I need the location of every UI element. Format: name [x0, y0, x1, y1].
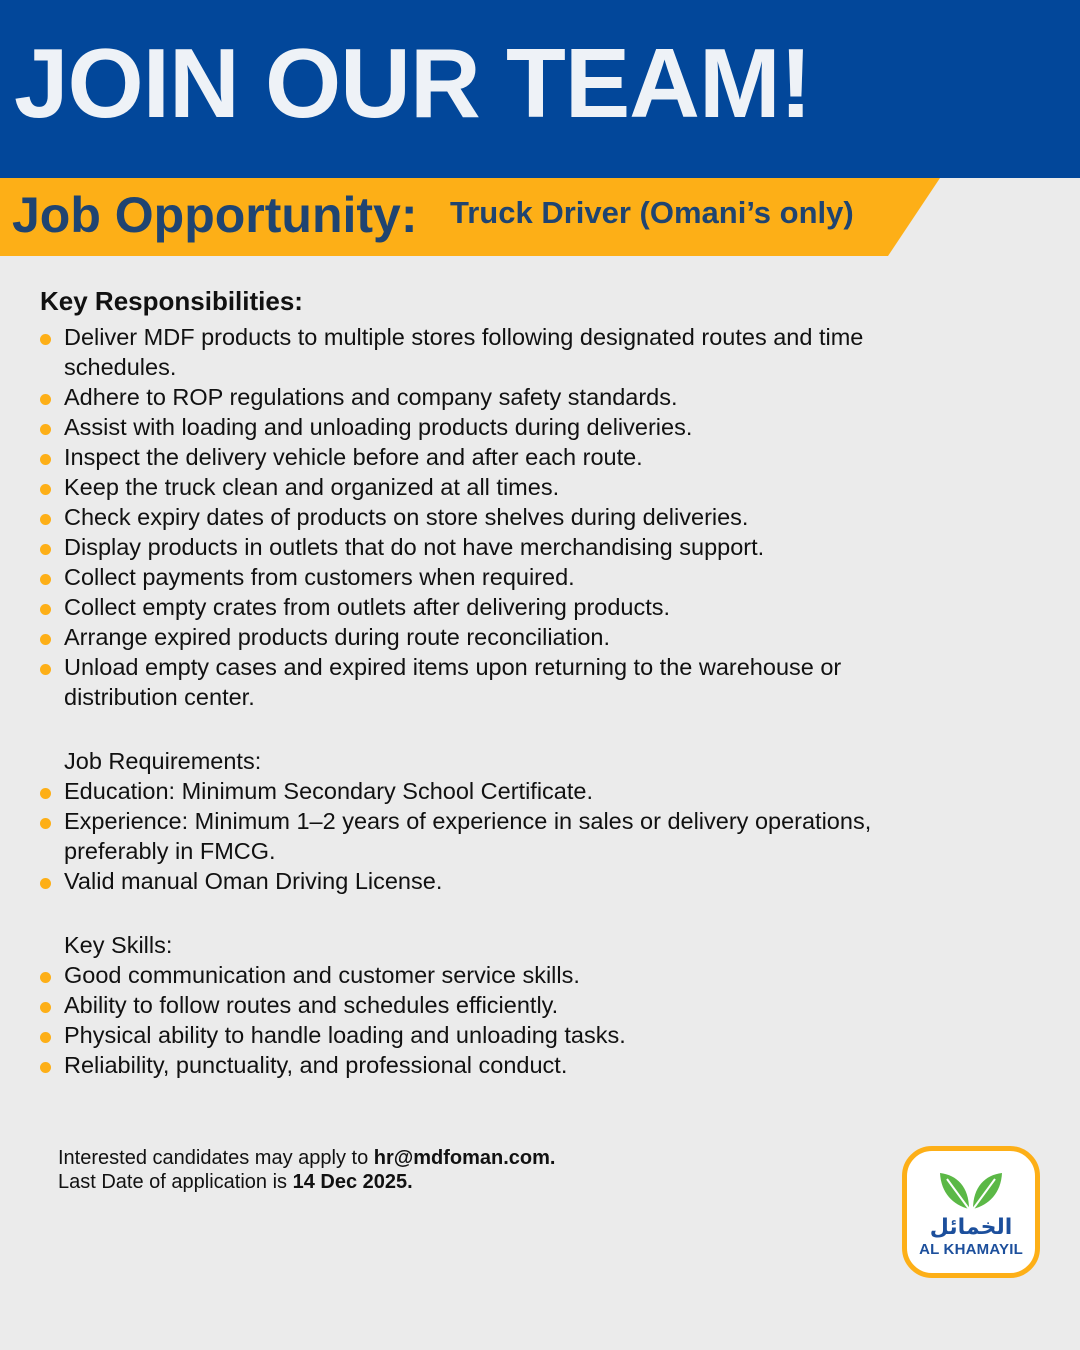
bullet-icon: [40, 484, 51, 495]
bullet-icon: [40, 334, 51, 345]
list-item: [0, 322, 1000, 382]
list-item-text: Collect empty crates from outlets after delivering products.: [64, 594, 671, 620]
list-item: [0, 412, 1000, 442]
bullet-icon: [40, 454, 51, 465]
list-item-text: Check expiry dates of products on store shelves during deliveries.: [64, 504, 749, 530]
list-item: [0, 1050, 1000, 1080]
logo-arabic-text: الخمائل: [929, 1215, 1013, 1240]
list-item-text: Inspect the delivery vehicle before and after each route.: [64, 444, 643, 470]
bullet-icon: [40, 544, 51, 555]
apply-text: Interested candidates may apply to: [58, 1147, 374, 1169]
bullet-icon: [40, 818, 51, 829]
bullet-icon: [40, 1062, 51, 1073]
requirements-heading: Job Requirements:: [64, 748, 262, 774]
bullet-icon: [40, 1002, 51, 1013]
list-item: [0, 652, 1000, 712]
list-item: [0, 622, 1000, 652]
deadline-line: [58, 1170, 556, 1194]
apply-email-link[interactable]: hr@mdfoman.com.: [373, 1147, 556, 1169]
list-item-text: Keep the truck clean and organized at all times.: [64, 474, 560, 500]
requirements-list: [0, 776, 1000, 896]
list-item: [0, 442, 1000, 472]
list-item: [0, 532, 1000, 562]
deadline-text: Last Date of application is: [58, 1171, 293, 1193]
job-title: Truck Driver (Omani’s only): [450, 195, 854, 230]
application-info: [58, 1146, 556, 1194]
bullet-icon: [40, 394, 51, 405]
job-opportunity-label: Job Opportunity:: [12, 187, 418, 243]
list-item-text: Education: Minimum Secondary School Certificate.: [64, 778, 593, 804]
bullet-icon: [40, 574, 51, 585]
list-item-text: Physical ability to handle loading and unloading tasks.: [64, 1022, 626, 1048]
deadline-date: 14 Dec 2025.: [292, 1171, 413, 1193]
bullet-icon: [40, 878, 51, 889]
list-item-text: Deliver MDF products to multiple stores following designated routes and time schedules.: [64, 324, 864, 380]
list-item: [0, 1020, 1000, 1050]
list-item-text: Valid manual Oman Driving License.: [64, 868, 443, 894]
list-item: [0, 806, 1000, 866]
job-details: [0, 284, 1000, 1080]
responsibilities-heading: Key Responsibilities:: [40, 286, 303, 316]
bullet-icon: [40, 664, 51, 675]
list-item-text: Unload empty cases and expired items upon returning to the warehouse or distribution center.: [64, 654, 842, 710]
list-item: [0, 382, 1000, 412]
list-item: [0, 562, 1000, 592]
list-item-text: Collect payments from customers when required.: [64, 564, 575, 590]
list-item-text: Display products in outlets that do not have merchandising support.: [64, 534, 765, 560]
list-item: [0, 502, 1000, 532]
skills-heading: Key Skills:: [64, 932, 173, 958]
list-item: [0, 960, 1000, 990]
company-logo: [902, 1146, 1040, 1278]
page-title: JOIN OUR TEAM!: [14, 28, 812, 138]
logo-english-text: AL KHAMAYIL: [919, 1241, 1023, 1258]
bullet-icon: [40, 972, 51, 983]
bullet-icon: [40, 1032, 51, 1043]
responsibilities-list: [0, 322, 1000, 712]
list-item-text: Experience: Minimum 1–2 years of experience in sales or delivery operations, preferably in FMCG.: [64, 808, 872, 864]
apply-line: [58, 1146, 556, 1170]
list-item-text: Reliability, punctuality, and professional conduct.: [64, 1052, 568, 1078]
list-item: [0, 990, 1000, 1020]
bullet-icon: [40, 788, 51, 799]
list-item: [0, 866, 1000, 896]
list-item-text: Arrange expired products during route reconciliation.: [64, 624, 611, 650]
list-item: [0, 472, 1000, 502]
list-item-text: Assist with loading and unloading products during deliveries.: [64, 414, 693, 440]
bullet-icon: [40, 514, 51, 525]
bullet-icon: [40, 424, 51, 435]
skills-list: [0, 960, 1000, 1080]
bullet-icon: [40, 634, 51, 645]
bullet-icon: [40, 604, 51, 615]
list-item: [0, 776, 1000, 806]
list-item: [0, 592, 1000, 622]
list-item-text: Good communication and customer service skills.: [64, 962, 580, 988]
list-item-text: Adhere to ROP regulations and company safety standards.: [64, 384, 678, 410]
list-item-text: Ability to follow routes and schedules efficiently.: [64, 992, 559, 1018]
